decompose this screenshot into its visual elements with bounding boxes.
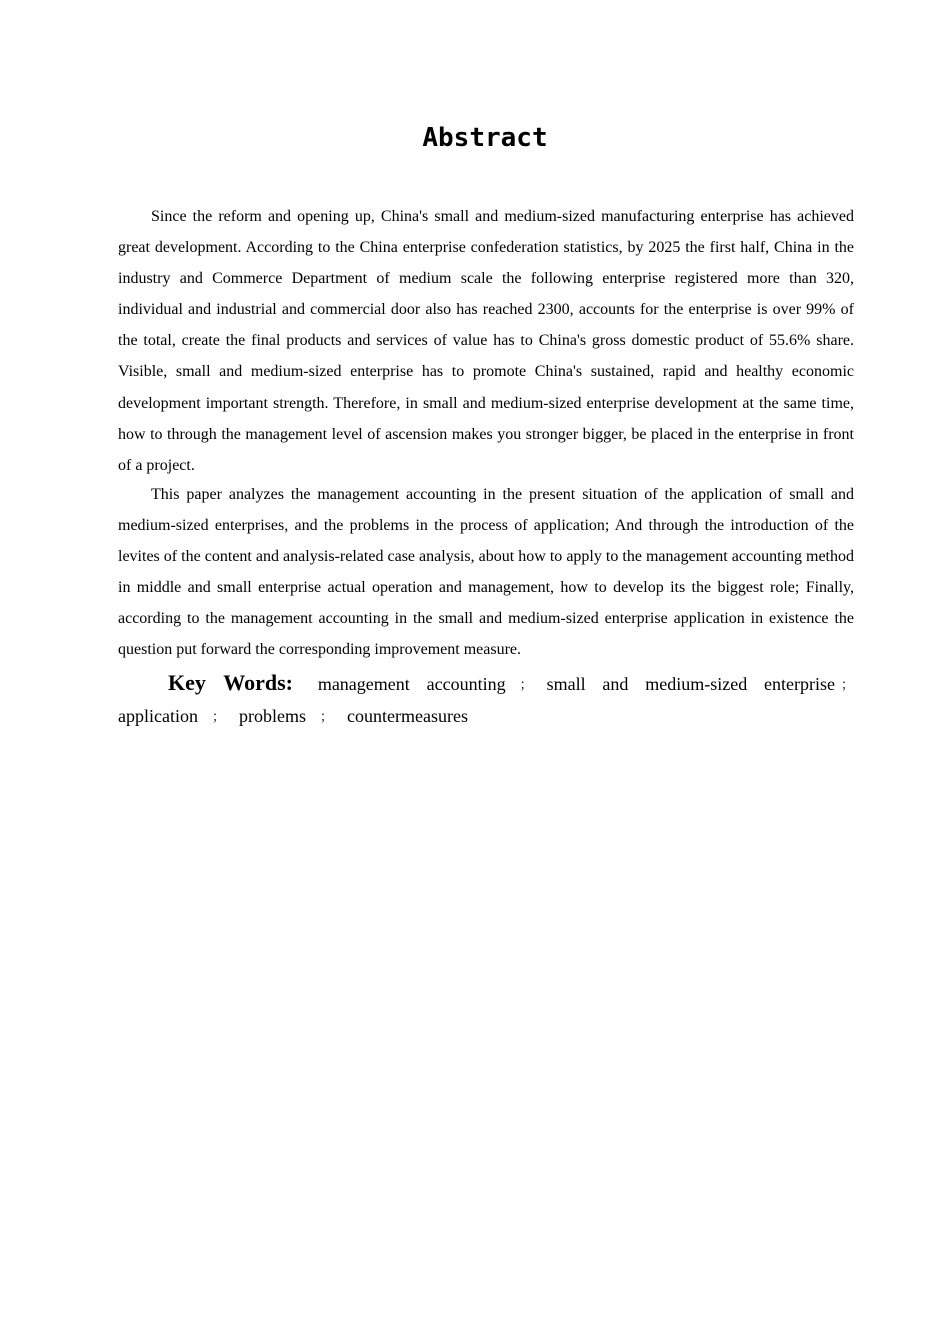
keyword-item: management accounting (317, 674, 506, 695)
keyword-separator: ； (841, 678, 855, 694)
keywords-line-2 (118, 701, 854, 733)
keyword-item: small and medium-sized enterprise (546, 674, 835, 695)
keyword-item: problems (239, 706, 306, 727)
abstract-title: Abstract (422, 123, 548, 153)
keyword-separator: ； (519, 678, 533, 694)
abstract-paragraph-2: This paper analyzes the management accounting in the present situation of the application of small and medium-sized enterprises, and the problems in the process of application; And through the introduction of the levites of the content and analysis-related case analysis, about how to apply to the management accounting method in middle and small enterprise actual operation and management, how to develop its the biggest role; Finally, according to the management accounting in the small and medium-sized enterprise application in existence the question put forward the corresponding improvement measure. (118, 485, 854, 659)
keywords-block (118, 668, 854, 733)
keyword-item: countermeasures (347, 706, 468, 727)
abstract-body (118, 201, 854, 733)
abstract-paragraph-1: Since the reform and opening up, China's small and medium-sized manufacturing enterprise has achieved great development. According to the China enterprise confederation statistics, by 2025 the first half, China in the industry and Commerce Department of medium scale the following enterprise registered more than 320, individual and industrial and commercial door also has reached 2300, accounts for the enterprise is over 99% of the total, create the final products and services of value has to China's gross domestic product of 55.6% share. Visible, small and medium-sized enterprise has to promote China's sustained, rapid and healthy economic development important strength. Therefore, in small and medium-sized enterprise development at the same time, how to through the management level of ascension makes you stronger bigger, be placed in the enterprise in front of a project. (118, 208, 854, 474)
keywords-line-1 (168, 668, 854, 701)
keyword-separator: ； (320, 710, 334, 726)
keyword-separator: ； (211, 710, 225, 726)
keywords-label: Key Words: (168, 670, 293, 696)
keyword-item: application (118, 706, 198, 727)
